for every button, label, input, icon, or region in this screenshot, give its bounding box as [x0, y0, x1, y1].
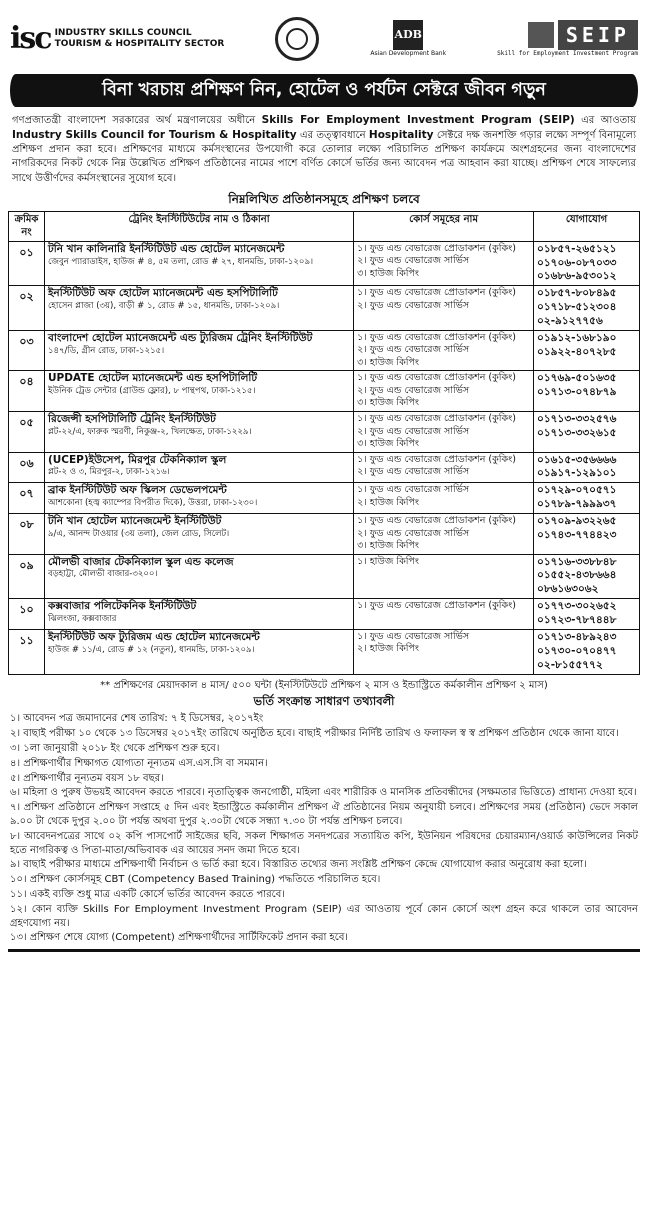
phone-number: ০১৭২৯-০৭০৫৭১ — [537, 484, 617, 497]
institute-address: জেবুন প্যারাডাইস, হাউজ # ৪, ৫ম তলা, রোড # ২৭, ধানমন্ডি, ঢাকা-১২০৯। — [47, 256, 313, 267]
row-serial: ০২ — [9, 286, 45, 331]
row-institute — [44, 241, 353, 286]
row-serial: ১১ — [9, 629, 45, 674]
course-item: ৩। হাউজ কিপিং — [357, 267, 419, 279]
row-contact — [534, 371, 640, 412]
phone-number: ০১৬১৫-৩৫৬৬৬৬ — [537, 453, 617, 466]
rule-item: ২। বাছাই পরীক্ষা ১০ থেকে ১৩ ডিসেম্বর ২০১৭ইং তারিখে অনুষ্ঠিত হবে। বাছাই পরীক্ষার নির্দিষ্ট তারিখ ও ফলাফল স্ব স্ব প্রশিক্ষণ প্রতিষ্ঠান থেকে জানা যাবে। — [10, 728, 619, 740]
institute-name: (UCEP)ইউসেপ, মিরপুর টেকনিক্যাল স্কুল — [47, 453, 227, 466]
header — [6, 4, 642, 74]
rule-item: ১২। কোন ব্যক্তি Skills For Employment Investment Program (SEIP) এর আওতায় পূর্বে কোন কোর্সে অংশ গ্রহন করে থাকলে তার আবেদন গ্রহণযোগ্য নয়। — [10, 903, 638, 929]
row-serial: ০১ — [9, 241, 45, 286]
institute-name: ব্রাক ইনস্টিটিউট অফ স্কিলস ডেভেলপমেন্ট — [47, 484, 227, 497]
institute-name: টনি খান হোটেল ম্যানেজমেন্ট ইনস্টিটিউট — [47, 515, 222, 528]
rule-item: ৪। প্রশিক্ষণার্থীর শিক্ষাগত যোগ্যতা নূন্যতম এস.এস.সি বা সমমান। — [10, 757, 268, 769]
rule-item: ১। আবেদন পত্র জমাদানের শেষ তারিখ: ৭ ই ডিসেম্বর, ২০১৭ইং — [10, 713, 264, 725]
row-contact — [534, 629, 640, 674]
institute-name: টনি খান কালিনারি ইনস্টিটিউট এন্ড হোটেল ম্যানেজমেন্ট — [47, 242, 285, 255]
rule-item: ১৩। প্রশিক্ষণ শেষে যোগ্য (Competent) প্রশিক্ষণার্থীদের সার্টিফিকেট প্রদান করা হবে। — [10, 932, 348, 944]
course-item: ১। ফুড এন্ড বেভারেজ প্রোডাকশন (কুকিং) — [357, 331, 516, 343]
table-row — [9, 371, 640, 412]
institute-name: কক্সবাজার পলিটেকনিক ইনস্টিটিউট — [47, 600, 197, 613]
row-institute — [44, 330, 353, 371]
table-row — [9, 599, 640, 630]
row-institute — [44, 554, 353, 599]
table-row — [9, 514, 640, 555]
phone-number: ০১৮৫৭-২৬৫১২১ — [537, 242, 617, 255]
course-item: ১। ফুড এন্ড বেভারেজ প্রোডাকশন (কুকিং) — [357, 515, 516, 527]
institutes-subheading: নিম্নলিখিত প্রতিষ্ঠানসমূহে প্রশিক্ষণ চলবে — [228, 191, 420, 206]
course-item: ১। ফুড এন্ড বেভারেজ প্রোডাকশন (কুকিং) — [357, 413, 516, 424]
phone-number: ০১৭৮৯-৭৯৯৯৩৭ — [537, 498, 617, 511]
row-courses — [354, 330, 534, 371]
duration-note: ** প্রশিক্ষণের মেয়াদকাল ৪ মাস/ ৫০০ ঘন্টা (ইনস্টিটিউটে প্রশিক্ষণ ২ মাস ও ইন্ডাস্ট্রিতে কর্মকালীন প্রশিক্ষণ ২ মাস) — [100, 679, 548, 691]
course-item: ১। ফুড এন্ড বেভারেজ প্রোডাকশন (কুকিং) — [357, 453, 516, 465]
course-item: ৩। হাউজ কিপিং — [357, 397, 419, 409]
table-row — [9, 330, 640, 371]
phone-number: ০১৫৫২-৪৩৮৬৬৪ — [537, 569, 617, 582]
table-row — [9, 554, 640, 599]
rule-item: ৭। প্রশিক্ষণ প্রতিষ্ঠানে প্রশিক্ষণ সপ্তাহে ৫ দিন এবং ইন্ডাস্ট্রিতে কর্মকালীন প্রশিক্ষণ ঐ প্রতিষ্ঠানের নিয়ম অনুযায়ী চলবে। প্রশিক্ষণের সময় (প্রতিষ্ঠান) ভেদে সকাল ৯.০০ টা থেকে দুপুর ২.০০ টা পর্যন্ত অথবা দুপুর ২.৩০টা থেকে সন্ধ্যা ৭.৩০ টা পর্যন্ত প্রশিক্ষণ চলবে। — [10, 802, 638, 828]
col-contact: যোগাযোগ — [534, 212, 640, 241]
rule-item: ৯। বাছাই পরীক্ষার মাধ্যমে প্রশিক্ষণার্থী নির্বাচন ও ভর্তি করা হবে। বিস্তারিত তথ্যের জন্য সংশ্লিষ্ট প্রশিক্ষণ কেন্দ্রে যোগাযোগ করার অনুরোধ করা হলো। — [10, 859, 587, 871]
institute-address: হাউজ # ১১/এ, রোড # ১২ (নতুন), ধানমন্ডি, ঢাকা-১২০৯। — [47, 644, 255, 655]
course-item: ২। হাউজ কিপিং — [357, 643, 419, 655]
phone-number: ০১৬৮৬-৯৫৩০১২ — [537, 270, 617, 283]
phone-number: ০১৯১৭-১২৯১০১ — [537, 467, 617, 480]
row-contact — [534, 554, 640, 599]
phone-number: ০১৭৬৯-৫০১৬৩৫ — [537, 372, 617, 385]
row-serial: ০৯ — [9, 554, 45, 599]
adb-logo-block — [370, 20, 446, 58]
phone-number: ০১৭৩০-০৭০৪৭৭ — [537, 644, 617, 657]
row-contact — [534, 241, 640, 286]
course-item: ১। হাউজ কিপিং — [357, 555, 419, 567]
col-courses: কোর্স সমূহের নাম — [354, 212, 534, 241]
institute-name: UPDATE হোটেল ম্যানেজমেন্ট এন্ড হসপিটালিটি — [47, 372, 258, 385]
institute-name: ইনস্টিটিউট অফ হোটেল ম্যানেজমেন্ট এন্ড হসপিটালিটি — [47, 287, 278, 300]
headline-banner: বিনা খরচায় প্রশিক্ষণ নিন, হোটেল ও পর্যটন সেক্টরে জীবন গড়ুন — [10, 74, 638, 107]
row-courses — [354, 241, 534, 286]
row-serial: ১০ — [9, 599, 45, 630]
row-institute — [44, 483, 353, 514]
row-institute — [44, 629, 353, 674]
row-serial: ০৫ — [9, 412, 45, 453]
row-institute — [44, 371, 353, 412]
row-courses — [354, 483, 534, 514]
institute-address: আশকোনা (হজ্ব ক্যাম্পের বিপরীত দিকে), উত্তরা, ঢাকা-১২৩০। — [47, 498, 258, 509]
row-contact — [534, 452, 640, 483]
institute-address: বড়হাট্টা, মৌলভী বাজার-৩২০০। — [47, 569, 158, 580]
institute-address: ঝিলংজা, কক্সবাজার — [47, 614, 117, 625]
phone-number: ০৮৬১৬৩০৬২ — [537, 583, 599, 596]
row-institute — [44, 599, 353, 630]
rule-item: ৩। ১লা জানুয়ারী ২০১৮ ইং থেকে প্রশিক্ষণ শুরু হবে। — [10, 743, 220, 755]
course-item: ১। ফুড এন্ড বেভারেজ সার্ভিস — [357, 484, 470, 496]
row-courses — [354, 514, 534, 555]
rule-item: ৬। মহিলা ও পুরুষ উভয়ই আবেদন করতে পারবে। নৃতাত্ত্বিক জনগোষ্ঠী, মহিলা এবং শারীরিক ও মানসিক প্রতিবন্ধীদের (সক্ষমতার ভিত্তিতে) প্রাধান্য দেওয়া হবে। — [10, 787, 637, 799]
row-serial: ০৭ — [9, 483, 45, 514]
row-contact — [534, 330, 640, 371]
course-item: ২। ফুড এন্ড বেভারেজ সার্ভিস — [357, 255, 470, 267]
institutes-table — [8, 211, 640, 674]
course-item: ১। ফুড এন্ড বেভারেজ প্রোডাকশন (কুকিং) — [357, 600, 516, 612]
row-courses — [354, 452, 534, 483]
row-serial: ০৬ — [9, 452, 45, 483]
course-item: ২। হাউজ কিপিং — [357, 496, 419, 508]
course-item: ২। ফুড এন্ড বেভারেজ সার্ভিস — [357, 527, 470, 539]
phone-number: ০১৭১৮-৫১২৩০৪ — [537, 301, 617, 314]
row-institute — [44, 452, 353, 483]
row-courses — [354, 412, 534, 453]
phone-number: ০১৭০৯-৯৩২২৬৫ — [537, 515, 617, 528]
row-courses — [354, 629, 534, 674]
phone-number: ০১৭৭৩-৩০২৬৫২ — [537, 600, 617, 613]
rule-item: ৫। প্রশিক্ষণার্থীর নূন্যতম বয়স ১৮ বছর। — [10, 772, 164, 784]
institute-address: প্লট-২ ও ৩, মিরপুর-২, ঢাকা-১২১৬। — [47, 467, 170, 478]
isc-logo-block — [10, 21, 225, 56]
phone-number: ০১৭১৩-০৭৪৮৭৯ — [537, 386, 617, 399]
row-institute — [44, 514, 353, 555]
row-serial: ০৪ — [9, 371, 45, 412]
seip-mark-icon — [528, 22, 554, 48]
institute-name: ইনস্টিটিউট অফ ট্যুরিজম এন্ড হোটেল ম্যানেজমেন্ট — [47, 630, 260, 643]
phone-number: ০২-৮১৫৫৭৭২ — [537, 658, 603, 671]
course-item: ৩। হাউজ কিপিং — [357, 540, 419, 552]
seip-subtitle: Skill for Employment Investment Program — [497, 50, 638, 58]
isc-logo: isc — [10, 21, 51, 56]
phone-number: ০১৭১৩-৪৮৯২৪৩ — [537, 630, 617, 643]
row-institute — [44, 286, 353, 331]
institute-address: ৯/এ, আনন্দ টাওয়ার (৩য় তলা), জেল রোড, সিলেট। — [47, 528, 230, 539]
row-contact — [534, 599, 640, 630]
course-item: ৩। হাউজ কিপিং — [357, 438, 419, 450]
table-row — [9, 286, 640, 331]
adb-name: Asian Development Bank — [370, 50, 447, 58]
phone-number: ০১৭২৩-৭৮৭৪৪৮ — [537, 614, 617, 627]
row-courses — [354, 554, 534, 599]
rule-item: ১০। প্রশিক্ষণ কোর্সসমূহ CBT (Competency Based Training) পদ্ধতিতে পরিচালিত হবে। — [10, 874, 381, 886]
col-serial: ক্রমিক নং — [9, 212, 45, 241]
course-item: ২। ফুড এন্ড বেভারেজ সার্ভিস — [357, 384, 470, 396]
course-item: ২। ফুড এন্ড বেভারেজ সার্ভিস — [357, 425, 470, 437]
institute-name: মৌলভী বাজার টেকনিক্যাল স্কুল এন্ড কলেজ — [47, 555, 234, 568]
footer-rule — [8, 949, 640, 952]
row-courses — [354, 599, 534, 630]
row-serial: ০৩ — [9, 330, 45, 371]
table-row — [9, 629, 640, 674]
institute-name: রিজেন্সী হসপিটালিটি ট্রেনিং ইনস্টিটিউট — [47, 413, 216, 425]
course-item: ১। ফুড এন্ড বেভারেজ প্রোডাকশন (কুকিং) — [357, 242, 516, 254]
general-info-title: ভর্তি সংক্রান্ত সাধারণ তথ্যাবলী — [253, 693, 395, 708]
phone-number: ০১৯১২-১৬৮১৯০ — [537, 331, 617, 344]
row-courses — [354, 286, 534, 331]
phone-number: ০১৮৫৭-৮০৮৪৯৫ — [537, 287, 617, 300]
course-item: ১। ফুড এন্ড বেভারেজ প্রোডাকশন (কুকিং) — [357, 287, 516, 299]
phone-number: ০১৭১৩-৩৩২৬১৫ — [537, 426, 617, 439]
adb-logo: ADB — [393, 20, 423, 50]
table-row — [9, 412, 640, 453]
institute-address: হোসেন প্লাজা (৩য়), বাড়ী # ১, রোড # ১৫, ধানমন্ডি, ঢাকা-১২০৯। — [47, 301, 280, 312]
phone-number: ০১৭১৩-৩৩২৫৭৬ — [537, 413, 617, 425]
institute-name: বাংলাদেশ হোটেল ম্যানেজমেন্ট এন্ড ট্যুরিজম ট্রেনিং ইনস্টিটিউট — [47, 331, 313, 344]
course-item: ২। ফুড এন্ড বেভারেজ সার্ভিস — [357, 344, 470, 356]
course-item: ১। ফুড এন্ড বেভারেজ প্রোডাকশন (কুকিং) — [357, 372, 516, 384]
seip-logo: SEIP — [558, 20, 638, 50]
course-item: ১। ফুড এন্ড বেভারেজ সার্ভিস — [357, 630, 470, 642]
phone-number: ০১৭১৬-৩৩৮৮৪৮ — [537, 555, 617, 568]
seip-logo-block — [497, 20, 638, 58]
rule-item: ১১। একই ব্যক্তি শুধু মাত্র একটি কোর্সে ভর্তির আবেদন করতে পারবে। — [10, 889, 285, 900]
general-info-list — [10, 712, 638, 945]
table-row — [9, 452, 640, 483]
isc-line2: TOURISM & HOSPITALITY SECTOR — [54, 39, 225, 49]
rule-item: ৮। আবেদনপত্রের সাথে ০২ কপি পাসপোর্ট সাইজের ছবি, সকল শিক্ষাগত সনদপত্রের সত্যায়িত কপি, ইউনিয়ন পরিষদের চেয়ারম্যান/ওয়ার্ড কাউন্সিলের নিকট হতে নাগরিকত্ব ও পিতা-মাতা/অভিবাবক এর আয়ের সনদ জমা দিতে হবে। — [10, 830, 638, 856]
row-courses — [354, 371, 534, 412]
course-item: ২। ফুড এন্ড বেভারেজ সার্ভিস — [357, 466, 470, 478]
phone-number: ০১৯২২-৪০৭২৮৫ — [537, 345, 617, 358]
col-institute: ট্রেনিং ইনস্টিটিউটের নাম ও ঠিকানা — [44, 212, 353, 241]
row-contact — [534, 412, 640, 453]
course-item: ৩। হাউজ কিপিং — [357, 356, 419, 368]
isc-line1: INDUSTRY SKILLS COUNCIL — [54, 28, 192, 39]
row-contact — [534, 286, 640, 331]
row-contact — [534, 483, 640, 514]
phone-number: ০২-৯১২৭৭৫৬ — [537, 314, 603, 327]
table-row — [9, 241, 640, 286]
institute-address: ১৪৭/ডি, গ্রীন রোড, ঢাকা-১২১৫। — [47, 345, 165, 356]
table-row — [9, 483, 640, 514]
institute-address: প্লট-২২/এ, ফারুক স্মরণী, নিকুঞ্জ-২, খিলক্ষেত, ঢাকা-১২২৯। — [47, 426, 252, 437]
row-serial: ০৮ — [9, 514, 45, 555]
phone-number: ০১৭৪৩-৭৭৪৪২৩ — [537, 528, 617, 541]
row-institute — [44, 412, 353, 453]
government-seal-icon — [275, 17, 319, 61]
intro-paragraph: গণপ্রজাতন্ত্রী বাংলাদেশ সরকারের অর্থ মন্ত্রণালয়ের অধীনে Skills For Employment Investment Program (SEIP) এর আওতায় Industry Skills Council for Tourism & Hospitality এর তত্ত্বাবধানে Hospitality সেক্টরে দক্ষ জনশক্তি গড়ার লক্ষ্যে সম্পূর্ণ বিনামূল্যে প্রশিক্ষণ প্রদান করা হবে। প্রশিক্ষণের মাধ্যমে কর্মসংস্থানের উপযোগী করে তোলার লক্ষ্যে পরিচালিত প্রশিক্ষণ কার্যক্রমে অংশগ্রহনের জন্য বাংলাদেশের নাগরিকদের নিকট থেকে নিম্ন উল্লেখিত প্রশিক্ষণ প্রতিষ্ঠানের নামের পাশে বর্ণিত কোর্সে ভর্তির জন্য আবেদন পত্র আহবান করা যাচ্ছে। প্রশিক্ষণ শেষে সাফল্যের সাথে উত্তীর্ণদের কর্মসংস্থানের সুযোগ হবে। — [12, 113, 636, 184]
phone-number: ০১৭০৬-০৮৭০৩৩ — [537, 256, 617, 269]
row-contact — [534, 514, 640, 555]
course-item: ২। ফুড এন্ড বেভারেজ সার্ভিস — [357, 299, 470, 311]
institute-address: ইউনিক ট্রেড সেন্টার (গ্রাউন্ড ফ্লোর), ৮ পান্থপথ, ঢাকা-১২১৫। — [47, 386, 256, 397]
